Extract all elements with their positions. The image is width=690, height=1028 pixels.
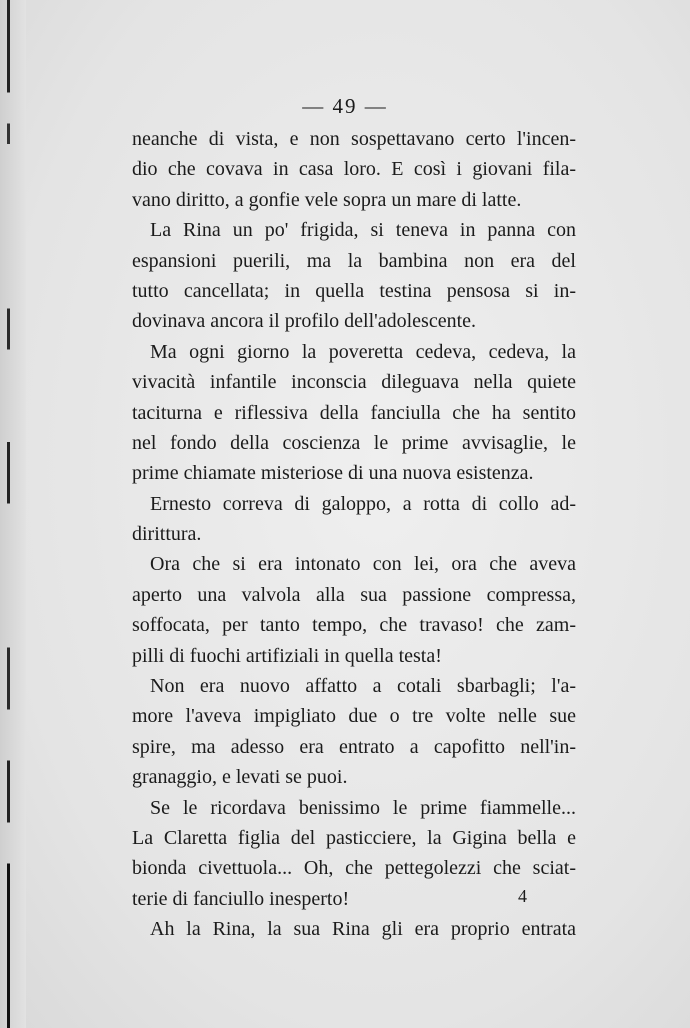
text-line: Ma ogni giorno la poveretta cedeva, cedeva, la	[150, 340, 576, 363]
text-line: espansioni puerili, ma la bambina non era del	[132, 249, 576, 272]
text-line: vano diritto, a gonfie vele sopra un mare di latte.	[132, 188, 522, 211]
text-line: spire, ma adesso era entrato a capofitto nell'in-	[132, 735, 576, 758]
binding-edge	[0, 0, 26, 1028]
text-line: nel fondo della coscienza le prime avvisaglie, le	[132, 431, 576, 454]
text-line: Ernesto correva di galoppo, a rotta di collo ad-	[150, 492, 576, 515]
text-line: taciturna e riflessiva della fanciulla che ha sentito	[132, 401, 576, 424]
text-line: prime chiamate misteriose di una nuova esistenza.	[132, 462, 534, 485]
text-line: dirittura.	[132, 523, 202, 546]
text-line: Ah la Rina, la sua Rina gli era proprio entrata	[150, 918, 576, 941]
text-line: soffocata, per tanto tempo, che travaso! che zam-	[132, 614, 576, 637]
text-line: neanche di vista, e non sospettavano certo l'incen-	[132, 128, 576, 150]
text-line: granaggio, e levati se puoi.	[132, 766, 348, 789]
text-line: Non era nuovo affatto a cotali sbarbagli; l'a-	[150, 675, 576, 698]
text-line: dovinava ancora il profilo dell'adolescente.	[132, 310, 477, 333]
page-number-header: — 49 —	[302, 94, 388, 118]
signature-mark: 4	[518, 886, 527, 906]
text-line: La Claretta figlia del pasticciere, la Gigina bella e	[132, 826, 576, 849]
text-line: tutto cancellata; in quella testina pensosa si in-	[132, 279, 576, 302]
text-line: dio che covava in casa loro. E così i giovani fila-	[132, 158, 576, 181]
text-line: pilli di fuochi artifiziali in quella testa!	[132, 644, 442, 667]
text-line: vivacità infantile inconscia dileguava nella quiete	[132, 371, 576, 394]
body-text	[132, 124, 576, 945]
text-line: La Rina un po' frigida, si teneva in panna con	[150, 219, 576, 242]
text-line: Ora che si era intonato con lei, ora che aveva	[150, 553, 576, 576]
text-line: Se le ricordava benissimo le prime fiammelle...	[150, 796, 576, 819]
text-line: terie di fanciullo inesperto!	[132, 887, 350, 910]
text-line: aperto una valvola alla sua passione compressa,	[132, 583, 576, 606]
binding-shadow-line	[7, 0, 10, 1028]
text-line: more l'aveva impigliato due o tre volte nelle sue	[132, 705, 576, 728]
text-line: bionda civettuola... Oh, che pettegolezzi che sciat-	[132, 857, 576, 880]
